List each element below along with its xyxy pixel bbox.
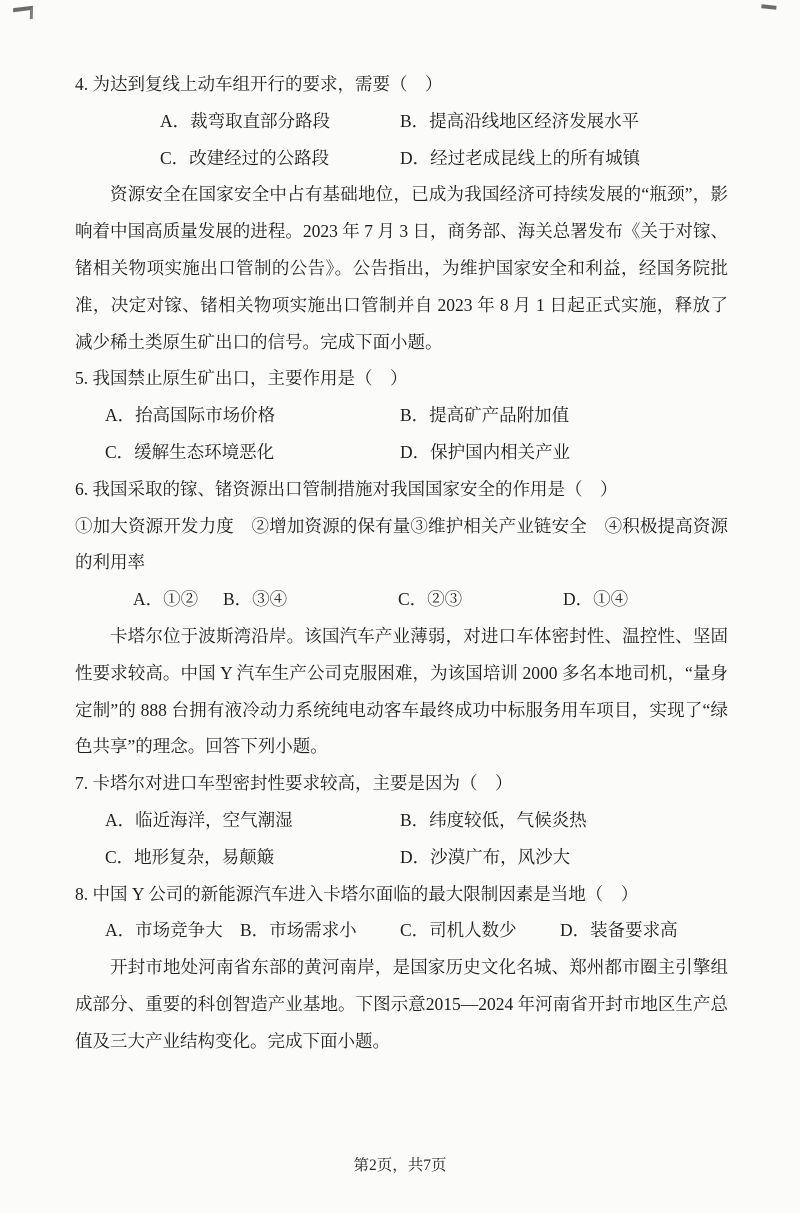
option-c: C．缓解生态环境恶化 [105,441,275,462]
scan-artifact-top-left [13,6,33,22]
scan-artifact-top-right [760,4,776,18]
question-8 [75,876,728,950]
question-6 [75,471,728,618]
option-d: D．沙漠广布，风沙大 [400,846,571,867]
passage-qatar: 卡塔尔位于波斯湾沿岸。该国汽车产业薄弱，对进口车体密封性、温控性、坚固性要求较高。中国 Y 汽车生产公司克服困难，为该国培训 2000 多名本地司机，“量身定制”的 888 台拥有液冷动力系统纯电动客车最终成功中标服务用车项目，实现了“绿色共享”的理念。回答下列小题。 [75,625,728,757]
question-6-stem: 6. 我国采取的镓、锗资源出口管制措施对我国国家安全的作用是（ ） [75,478,618,499]
question-5-stem: 5. 我国禁止原生矿出口，主要作用是（ ） [75,368,408,389]
question-7-stem: 7. 卡塔尔对进口车型密封性要求较高，主要是因为（ ） [75,773,513,794]
option-c: C．司机人数少 [400,920,517,941]
question-6-options [75,581,728,618]
question-5-options [75,397,728,471]
option-d: D．经过老成昆线上的所有城镇 [400,147,641,168]
option-b: B．纬度较低，气候炎热 [400,809,587,830]
question-7 [75,765,728,875]
option-d: D．保护国内相关产业 [400,441,571,462]
question-5 [75,360,728,470]
option-d: D．装备要求高 [560,920,678,941]
passage-resource-security: 资源安全在国家安全中占有基础地位，已成为我国经济可持续发展的“瓶颈”，影响着中国高质量发展的进程。2023 年 7 月 3 日，商务部、海关总署发布《关于对镓、锗相关物项实施出口管制的公告》。公告指出，为维护国家安全和利益，经国务院批准，决定对镓、锗相关物项实施出口管制并自 2023 年 8 月 1 日起正式实施，释放了减少稀土类原生矿出口的信号。完成下面小题。 [75,184,728,352]
question-7-options [75,802,728,876]
option-a: A．抬高国际市场价格 [105,405,276,426]
option-c: C．改建经过的公路段 [160,147,330,168]
option-a: A．临近海洋，空气潮湿 [105,809,293,830]
question-4-stem: 4. 为达到复线上动车组开行的要求，需要（ ） [75,74,443,94]
question-4 [75,66,728,176]
option-a: A．裁弯取直部分路段 [160,110,331,131]
option-c: C．地形复杂，易颠簸 [105,846,275,867]
option-c: C．②③ [398,589,463,610]
option-b: B．市场需求小 [240,920,357,941]
option-b: B．提高矿产品附加值 [400,405,570,426]
option-b: B．③④ [223,589,288,610]
option-a: A．①② [133,589,199,610]
question-6-statements: ①加大资源开发力度 ②增加资源的保有量③维护相关产业链安全 ④积极提高资源的利用率 [75,515,728,573]
option-d: D．①④ [563,589,629,610]
question-8-options [75,912,728,949]
page-content [75,66,728,1060]
passage-kaifeng: 开封市地处河南省东部的黄河南岸，是国家历史文化名城、郑州都市圈主引擎组成部分、重要的科创智造产业基地。下图示意2015—2024 年河南省开封市地区生产总值及三大产业结构变化。完成下面小题。 [75,957,728,1051]
page-number-footer: 第2页，共7页 [353,1157,447,1174]
question-4-options [75,103,728,177]
question-8-stem: 8. 中国 Y 公司的新能源汽车进入卡塔尔面临的最大限制因素是当地（ ） [75,883,639,904]
option-a: A．市场竞争大 [105,920,223,941]
option-b: B．提高沿线地区经济发展水平 [400,110,640,131]
